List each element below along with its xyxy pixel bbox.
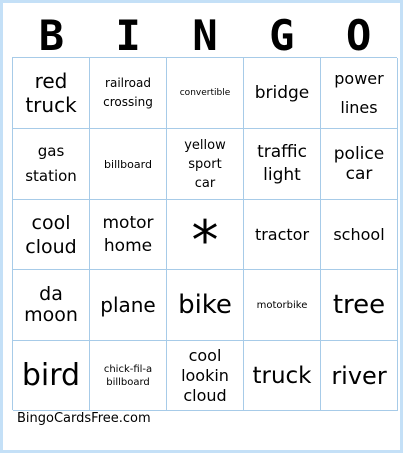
cell-text: motor home: [102, 212, 154, 256]
cell-text: power lines: [334, 69, 384, 117]
cell-text: bike: [178, 290, 232, 320]
bingo-cell[interactable]: [321, 200, 398, 270]
bingo-cell[interactable]: [167, 58, 244, 129]
bingo-cell[interactable]: [321, 270, 398, 341]
bingo-cell[interactable]: [90, 129, 167, 200]
cell-text: tree: [332, 290, 386, 320]
cell-text: school: [333, 225, 385, 244]
cell-text: tractor: [254, 225, 310, 244]
cell-text: cool cloud: [25, 211, 77, 258]
cell-text: yellow sport car: [184, 137, 226, 191]
bingo-cell[interactable]: [167, 341, 244, 411]
free-space-asterisk: *: [191, 208, 219, 270]
cell-text: billboard: [104, 157, 152, 171]
cell-text: river: [331, 361, 387, 390]
bingo-cell[interactable]: [13, 58, 90, 129]
header-letter-i: I: [115, 11, 141, 60]
bingo-cell[interactable]: [321, 341, 398, 411]
cell-text: bird: [21, 358, 81, 393]
bingo-header: [13, 13, 397, 59]
bingo-cell[interactable]: [321, 58, 398, 129]
bingo-cell[interactable]: [167, 129, 244, 200]
cell-text: red truck: [25, 69, 77, 117]
bingo-cell[interactable]: [167, 270, 244, 341]
bingo-cell[interactable]: [13, 270, 90, 341]
header-letter-g: G: [269, 11, 295, 60]
bingo-cell[interactable]: [244, 58, 321, 129]
bingo-cell[interactable]: [244, 129, 321, 200]
bingo-cell[interactable]: [90, 200, 167, 270]
cell-text: plane: [100, 293, 156, 317]
cell-text: truck: [252, 362, 312, 389]
header-letter-o: O: [345, 11, 372, 60]
bingo-cell[interactable]: [90, 270, 167, 341]
cell-text: railroad crossing: [103, 76, 153, 109]
bingo-cell[interactable]: [13, 341, 90, 411]
cell-text: bridge: [254, 83, 310, 103]
bingo-grid: [12, 57, 397, 410]
bingo-cell[interactable]: [13, 129, 90, 200]
header-letter-b: B: [38, 11, 65, 60]
bingo-cell[interactable]: [90, 341, 167, 411]
cell-text: police car: [333, 144, 385, 184]
cell-text: gas station: [25, 142, 77, 185]
header-letter-n: N: [192, 11, 218, 60]
cell-text: da moon: [24, 283, 78, 326]
bingo-cell[interactable]: [321, 129, 398, 200]
cell-text: chick-fil-a billboard: [103, 363, 153, 388]
bingo-cell[interactable]: [244, 270, 321, 341]
bingo-cell[interactable]: [90, 58, 167, 129]
cell-text: cool lookin cloud: [181, 345, 229, 405]
free-space[interactable]: [167, 200, 244, 270]
bingo-cell[interactable]: [244, 200, 321, 270]
bingo-cell[interactable]: [244, 341, 321, 411]
cell-text: convertible: [179, 88, 231, 98]
site-credit: BingoCardsFree.com: [17, 411, 151, 426]
bingo-cell[interactable]: [13, 200, 90, 270]
cell-text: motorbike: [256, 299, 308, 311]
cell-text: traffic light: [257, 142, 307, 185]
